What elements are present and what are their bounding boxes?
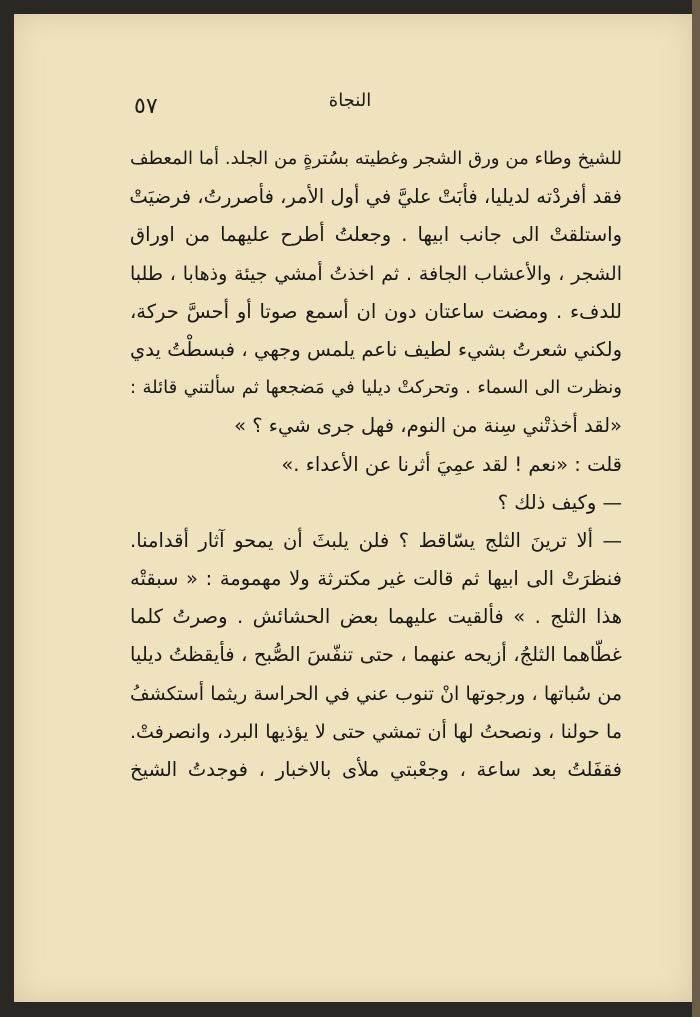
page-edge	[692, 0, 700, 1017]
text-line: «لقد أخذتْني سِنة من النوم، فهل جرى شيء ؟ »	[234, 414, 622, 438]
text-line: ولكني شعرتُ بشيء لطيف ناعم يلمس وجهي ، فبسطْتُ يدي	[130, 337, 622, 361]
text-line: قلت : «نعم ! لقد عمِيَ أثرنا عن الأعداء .»	[281, 452, 622, 476]
text-line: فقفَلتُ بعد ساعة ، وجعْبتي ملأى بالاخبار ، فوجدتُ الشيخ	[130, 758, 622, 781]
running-title: النجاة	[328, 90, 372, 111]
text-line: غطّاهما الثلجُ، أزيحه عنهما ، حتى تنفّسَ الصُّبح ، فأيقظتُ ديليا	[130, 643, 622, 667]
text-line: ما حولنا ، ونصحتُ لها أن تمشي حتى لا يؤذيها البرد، وانصرفتْ.	[130, 720, 622, 743]
text-line: فقد أفردْته لديليا، فأبَتْ عليَّ في أول الأمر، فأصررتُ، فرضيَتْ	[129, 185, 622, 209]
page-number: ٥٧	[134, 94, 158, 119]
text-line: ونظرت الى السماء . وتحركتْ ديليا في مَضجعها ثم سألتني قائلة :	[130, 377, 622, 399]
text-line: من سُباتها ، ورجوتها انْ تنوب عني في الحراسة ريثما أستكشفُ	[130, 682, 622, 705]
text-line: فنظرَتْ الى ابيها ثم قالت غير مكترثة ولا مهمومة : « سبقتْه	[130, 567, 622, 591]
text-line: للدفء . ومضت ساعتان دون ان أسمع صوتا أو أحسَّ حركة،	[130, 299, 622, 323]
text-line: الشجر ، والأعشاب الجافة . ثم اخذتُ أمشي جيئة وذهابا ، طلبا	[130, 262, 622, 285]
text-line: هذا الثلج . » فألقيت عليهما بعض الحشائش . وصرتُ كلما	[130, 605, 622, 629]
text-line: — ألا ترينَ الثلج يسّاقط ؟ فلن يلبثَ أن يمحو آثار أقدامنا.	[130, 528, 622, 552]
text-line: واستلقتْ الى جانب ابيها . وجعلتُ أطرح عليهما من اوراق	[130, 223, 622, 247]
text-line: — وكيف ذلك ؟	[497, 490, 622, 514]
text-line: للشيخ وطاء من ورق الشجر وغطيته بسُترةٍ من الجلد. أما المعطف	[130, 148, 622, 169]
page-header	[0, 84, 700, 124]
body-text	[130, 140, 622, 789]
